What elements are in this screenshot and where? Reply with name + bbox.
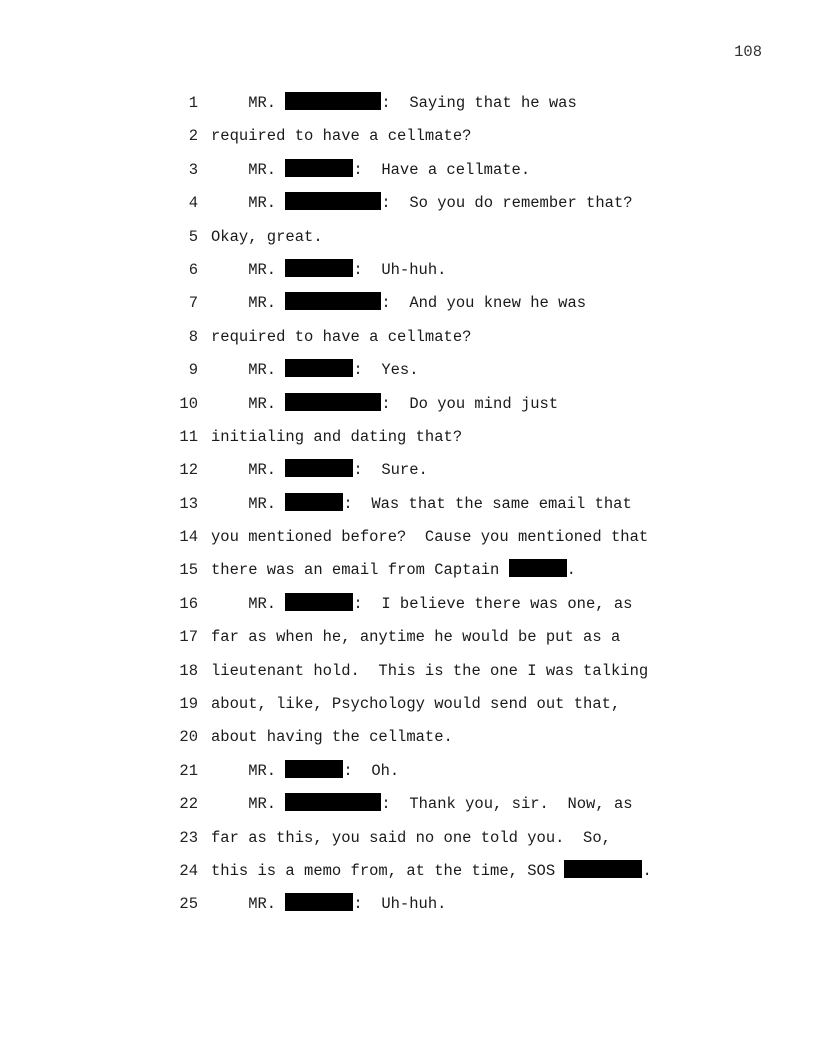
text-segment: : Thank you, sir. Now, as bbox=[381, 795, 633, 814]
transcript-line bbox=[0, 856, 816, 889]
redaction-box bbox=[285, 793, 381, 811]
line-text bbox=[211, 856, 652, 886]
line-number: 21 bbox=[179, 761, 198, 780]
text-segment: : Yes. bbox=[353, 361, 419, 380]
text-segment: MR. bbox=[211, 761, 286, 780]
line-number: 22 bbox=[179, 795, 198, 814]
text-segment: MR. bbox=[211, 461, 286, 480]
redaction-box bbox=[285, 359, 353, 377]
text-segment: MR. bbox=[211, 361, 286, 380]
text-segment: MR. bbox=[211, 795, 286, 814]
text-segment: you mentioned before? Cause you mentioned that bbox=[211, 528, 649, 547]
line-text bbox=[211, 222, 323, 252]
text-segment: required to have a cellmate? bbox=[211, 127, 472, 146]
line-text bbox=[211, 255, 446, 285]
redaction-box bbox=[285, 292, 381, 310]
redaction-box bbox=[285, 259, 353, 277]
transcript-line bbox=[0, 288, 816, 321]
line-number: 10 bbox=[179, 394, 198, 413]
line-text bbox=[211, 622, 620, 652]
text-segment: this is a memo from, at the time, SOS bbox=[211, 861, 565, 880]
text-segment: lieutenant hold. This is the one I was talking bbox=[211, 661, 649, 680]
line-text bbox=[211, 689, 620, 719]
text-segment: : Uh-huh. bbox=[353, 260, 447, 279]
transcript-line bbox=[0, 555, 816, 588]
line-number: 17 bbox=[179, 628, 198, 647]
text-segment: MR. bbox=[211, 94, 286, 112]
line-text bbox=[211, 389, 558, 419]
transcript-line bbox=[0, 355, 816, 388]
page-number: 108 bbox=[734, 43, 762, 61]
line-number: 24 bbox=[179, 861, 198, 880]
line-text bbox=[211, 656, 648, 686]
transcript-line bbox=[0, 155, 816, 188]
line-number: 23 bbox=[179, 828, 198, 847]
line-text bbox=[211, 455, 428, 485]
redaction-box bbox=[285, 493, 343, 511]
text-segment: MR. bbox=[211, 394, 286, 413]
text-segment: MR. bbox=[211, 594, 286, 613]
text-segment: : Do you mind just bbox=[381, 394, 559, 413]
line-number: 7 bbox=[188, 294, 198, 313]
line-text bbox=[211, 522, 648, 552]
line-text bbox=[211, 322, 471, 352]
text-segment: about, like, Psychology would send out that, bbox=[211, 695, 621, 714]
line-text bbox=[211, 823, 611, 853]
text-segment: : I believe there was one, as bbox=[353, 594, 633, 613]
transcript-line bbox=[0, 889, 816, 922]
text-segment: : And you knew he was bbox=[381, 294, 587, 313]
text-segment: Okay, great. bbox=[211, 227, 323, 246]
redaction-box bbox=[285, 593, 353, 611]
text-segment: : Saying that he was bbox=[381, 94, 577, 112]
text-segment: far as when he, anytime he would be put as a bbox=[211, 628, 621, 647]
line-text bbox=[211, 355, 419, 385]
transcript-line bbox=[0, 489, 816, 522]
redaction-box bbox=[285, 159, 353, 177]
text-segment: : Oh. bbox=[343, 761, 400, 780]
redaction-box bbox=[564, 860, 642, 878]
transcript-line bbox=[0, 88, 816, 121]
text-segment: : Uh-huh. bbox=[353, 895, 447, 914]
text-segment: far as this, you said no one told you. So, bbox=[211, 828, 611, 847]
line-text bbox=[211, 489, 632, 519]
transcript-line bbox=[0, 722, 816, 755]
transcript-line bbox=[0, 188, 816, 221]
redaction-box bbox=[285, 192, 381, 210]
transcript-line bbox=[0, 689, 816, 722]
transcript-line bbox=[0, 121, 816, 154]
line-number: 14 bbox=[179, 528, 198, 547]
line-number: 5 bbox=[188, 227, 198, 246]
line-text bbox=[211, 756, 399, 786]
line-number: 20 bbox=[179, 728, 198, 747]
line-text bbox=[211, 121, 471, 151]
text-segment: . bbox=[642, 861, 652, 880]
text-segment: . bbox=[566, 561, 576, 580]
transcript-line bbox=[0, 622, 816, 655]
transcript-lines bbox=[0, 88, 816, 923]
transcript-line bbox=[0, 222, 816, 255]
text-segment: MR. bbox=[211, 494, 286, 513]
line-text bbox=[211, 188, 633, 218]
text-segment: required to have a cellmate? bbox=[211, 327, 472, 346]
transcript-line bbox=[0, 522, 816, 555]
line-text bbox=[211, 589, 632, 619]
text-segment: MR. bbox=[211, 895, 286, 914]
line-text bbox=[211, 155, 530, 185]
line-number: 3 bbox=[188, 160, 198, 179]
line-number: 9 bbox=[188, 361, 198, 380]
line-number: 15 bbox=[179, 561, 198, 580]
redaction-box bbox=[509, 559, 567, 577]
transcript-line bbox=[0, 656, 816, 689]
line-text bbox=[211, 422, 462, 452]
transcript-line bbox=[0, 756, 816, 789]
text-segment: : Was that the same email that bbox=[343, 494, 632, 513]
redaction-box bbox=[285, 760, 343, 778]
line-number: 11 bbox=[179, 427, 198, 446]
transcript-line bbox=[0, 455, 816, 488]
line-number: 18 bbox=[179, 661, 198, 680]
line-number: 6 bbox=[188, 260, 198, 279]
line-number: 12 bbox=[179, 461, 198, 480]
text-segment: about having the cellmate. bbox=[211, 728, 453, 747]
text-segment: : Sure. bbox=[353, 461, 428, 480]
text-segment: MR. bbox=[211, 294, 286, 313]
line-text bbox=[211, 722, 453, 752]
line-number: 25 bbox=[179, 895, 198, 914]
text-segment: MR. bbox=[211, 194, 286, 213]
redaction-box bbox=[285, 393, 381, 411]
redaction-box bbox=[285, 893, 353, 911]
line-text bbox=[211, 889, 446, 919]
redaction-box bbox=[285, 92, 381, 110]
text-segment: : So you do remember that? bbox=[381, 194, 633, 213]
line-number: 2 bbox=[188, 127, 198, 146]
line-number: 13 bbox=[179, 494, 198, 513]
line-text bbox=[211, 288, 586, 318]
transcript-line bbox=[0, 823, 816, 856]
line-number: 16 bbox=[179, 594, 198, 613]
line-number: 1 bbox=[188, 94, 198, 112]
transcript-line bbox=[0, 255, 816, 288]
text-segment: initialing and dating that? bbox=[211, 427, 463, 446]
line-number: 8 bbox=[188, 327, 198, 346]
transcript-line bbox=[0, 322, 816, 355]
transcript-line bbox=[0, 389, 816, 422]
transcript-line bbox=[0, 422, 816, 455]
text-segment: MR. bbox=[211, 260, 286, 279]
transcript-line bbox=[0, 589, 816, 622]
line-number: 19 bbox=[179, 695, 198, 714]
transcript-line bbox=[0, 789, 816, 822]
line-number: 4 bbox=[188, 194, 198, 213]
redaction-box bbox=[285, 459, 353, 477]
line-text bbox=[211, 88, 577, 118]
text-segment: : Have a cellmate. bbox=[353, 160, 531, 179]
text-segment: MR. bbox=[211, 160, 286, 179]
text-segment: there was an email from Captain bbox=[211, 561, 509, 580]
line-text bbox=[211, 789, 633, 819]
line-text bbox=[211, 555, 576, 585]
